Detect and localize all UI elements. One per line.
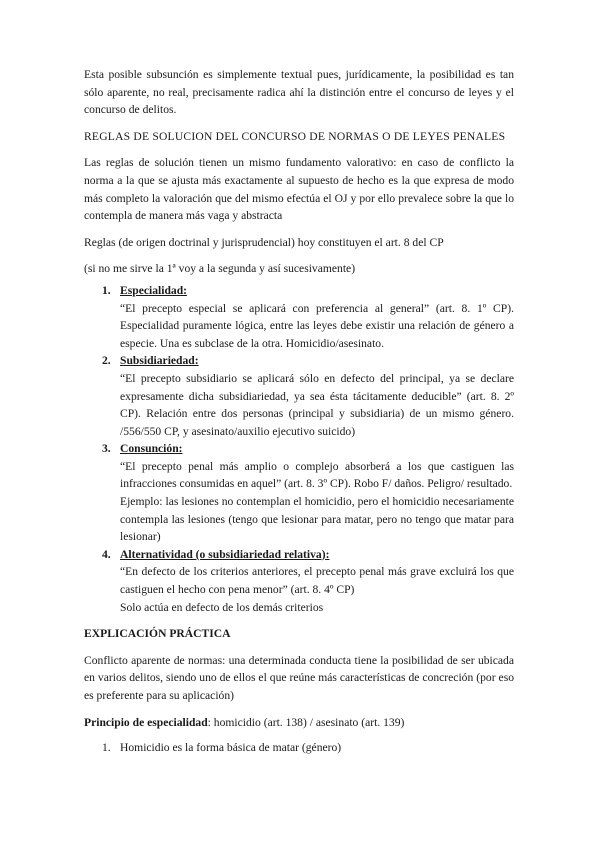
rules-list <box>84 282 514 616</box>
paragraph-conflicto: Conflicto aparente de normas: una determinada conducta tiene la posibilidad de ser ubicada en varios delitos, siendo uno de ellos el que reúne más características de concreción (por eso es preferente para su aplicación) <box>84 653 514 702</box>
section-title: REGLAS DE SOLUCION DEL CONCURSO DE NORMAS O DE LEYES PENALES <box>84 129 506 143</box>
practical-title: EXPLICACIÓN PRÁCTICA <box>84 627 231 641</box>
rule-item <box>84 440 514 546</box>
rule-title: Subsidiariedad: <box>120 354 199 368</box>
paragraph-reglas: Reglas (de origen doctrinal y jurisprudencial) hoy constituyen el art. 8 del CP <box>84 235 444 249</box>
principle-label: Principio de especialidad <box>84 715 208 729</box>
rule-line: “En defecto de los criterios anteriores, el precepto penal más grave excluirá los que castiguen el hecho con pena menor” (art. 8. 4º CP) <box>120 565 514 597</box>
intro-paragraph: Esta posible subsunción es simplemente textual pues, jurídicamente, la posibilidad es tan sólo aparente, no real, precisamente radica ahí la distinción entre el concurso de leyes y el concurso de delitos. <box>84 68 514 117</box>
paragraph-valorativo: Las reglas de solución tienen un mismo fundamento valorativo: en caso de conflicto la norma a la que se ajusta más exactamente al supuesto de hecho es la que expresa de modo más completo la valoración que del mismo efectúa el OJ y por ello prevalece sobre la que lo contempla de manera más vaga y abstracta <box>84 156 514 223</box>
rule-number: 2. <box>102 354 111 368</box>
rule-body <box>120 458 514 546</box>
rule-line: “El precepto especial se aplicará con preferencia al general” (art. 8. 1º CP). Especialidad puramente lógica, entre las leyes debe existir una relación de género a especie. Una es subclase de la otra. Homicidio/asesinato. <box>120 301 514 350</box>
rule-body <box>120 370 514 440</box>
final-list <box>84 739 514 757</box>
paragraph-note: (si no me sirve la 1ª voy a la segunda y así sucesivamente) <box>84 262 356 276</box>
list-item-text: Homicidio es la forma básica de matar (género) <box>120 741 342 755</box>
rule-title: Especialidad: <box>120 283 187 297</box>
document-body <box>84 66 514 757</box>
principle-text: : homicidio (art. 138) / asesinato (art. 139) <box>207 715 405 729</box>
rule-body <box>120 300 514 353</box>
rule-title: Consunción: <box>120 442 183 456</box>
rule-number: 3. <box>102 442 111 456</box>
rule-number: 4. <box>102 547 111 561</box>
rule-item <box>84 282 514 352</box>
rule-line: Ejemplo: las lesiones no contemplan el homicidio, pero el homicidio necesariamente contempla las lesiones (tengo que lesionar para matar, pero no tengo que matar para lesionar) <box>120 495 514 544</box>
rule-number: 1. <box>102 283 111 297</box>
principle-paragraph <box>84 714 514 732</box>
rule-line: “El precepto penal más amplio o complejo absorberá a los que castiguen las infracciones consumidas en aquel” (art. 8. 3º CP). Robo F/ daños. Peligro/ resultado. <box>120 459 514 491</box>
rule-body <box>120 563 514 616</box>
rule-item <box>84 352 514 440</box>
list-item-number: 1. <box>102 741 111 755</box>
rule-line: Solo actúa en defecto de los demás criterios <box>120 600 324 614</box>
rule-item <box>84 546 514 616</box>
list-item <box>84 739 514 757</box>
rule-line: “El precepto subsidiario se aplicará sólo en defecto del principal, ya se declare expresamente dicha subsidiariedad, ya sea ésta tácitamente deducible” (art. 8. 2º CP). Relación entre dos personas (principal y subsidiaria) de un mismo género. /556/550 CP, y asesinato/auxilio ejecutivo suicido) <box>120 371 514 438</box>
rule-title: Alternatividad (o subsidiariedad relativa): <box>120 547 330 561</box>
